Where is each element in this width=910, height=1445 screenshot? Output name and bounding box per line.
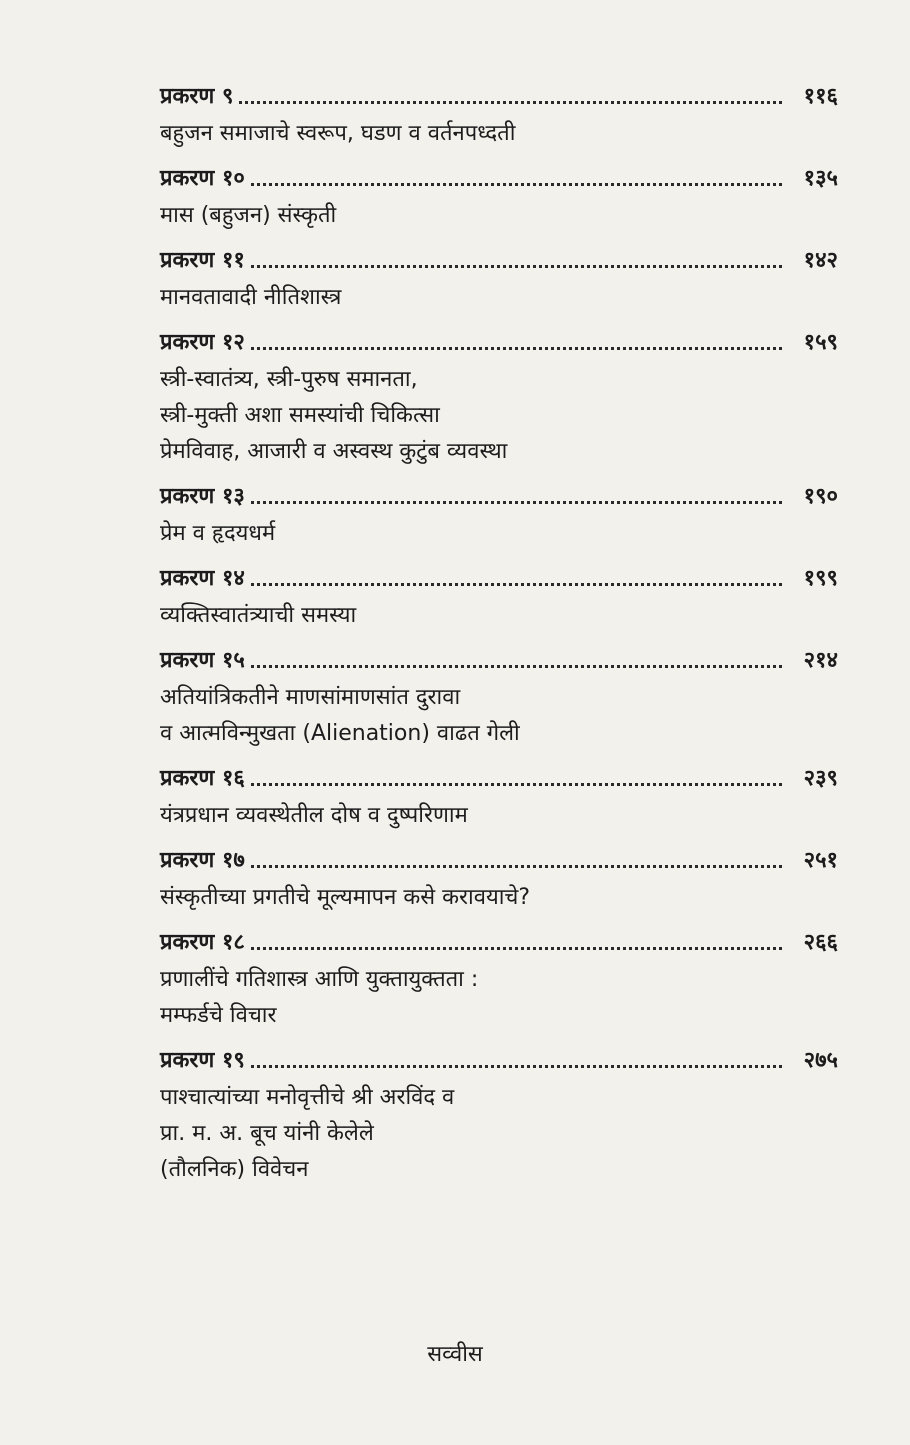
- chapter-title-line: प्रणालींचे गतिशास्त्र आणि युक्तायुक्तता :: [160, 967, 479, 992]
- chapter-page-number: २३९: [803, 766, 838, 791]
- page-number-footer: सव्वीस: [427, 1342, 483, 1367]
- dot-leader: [251, 183, 782, 186]
- chapter-title-line: प्रा. म. अ. बूच यांनी केलेले: [160, 1121, 374, 1146]
- chapter-label: प्रकरण १६: [160, 766, 245, 791]
- chapter-page-number: २५१: [803, 848, 838, 873]
- chapter-title-block: [160, 592, 838, 640]
- chapter-title-block: [160, 356, 838, 476]
- chapter-title-line: मानवतावादी नीतिशास्त्र: [160, 285, 342, 310]
- chapter-title-block: [160, 192, 838, 240]
- chapter-heading-row: [160, 322, 838, 356]
- dot-leader: [251, 783, 782, 786]
- chapter-heading-row: [160, 1040, 838, 1074]
- chapter-label: प्रकरण १७: [160, 848, 245, 873]
- chapter-label: प्रकरण ९: [160, 84, 234, 109]
- chapter-title-line: स्त्री-मुक्ती अशा समस्यांची चिकित्सा: [160, 403, 440, 428]
- toc-entry: [160, 476, 838, 558]
- chapter-label: प्रकरण १२: [160, 330, 245, 355]
- chapter-title-line: मम्फर्डचे विचार: [160, 1003, 277, 1028]
- dot-leader: [251, 665, 782, 668]
- toc-entry: [160, 1040, 838, 1194]
- toc-entry: [160, 840, 838, 922]
- dot-leader: [251, 1065, 782, 1068]
- toc-entry: [160, 640, 838, 758]
- chapter-title-line: व आत्मविन्मुखता (Alienation) वाढत गेली: [160, 721, 520, 746]
- chapter-page-number: १३५: [803, 166, 838, 191]
- dot-leader: [239, 101, 782, 104]
- toc-entry: [160, 558, 838, 640]
- chapter-title-line: मास (बहुजन) संस्कृती: [160, 203, 337, 228]
- chapter-heading-row: [160, 476, 838, 510]
- chapter-label: प्रकरण ११: [160, 248, 245, 273]
- chapter-page-number: २१४: [803, 648, 838, 673]
- chapter-page-number: १५९: [803, 330, 838, 355]
- chapter-title-block: [160, 792, 838, 840]
- chapter-label: प्रकरण १०: [160, 166, 245, 191]
- chapter-title-block: [160, 110, 838, 158]
- chapter-label: प्रकरण १९: [160, 1048, 245, 1073]
- chapter-title-line: प्रेमविवाह, आजारी व अस्वस्थ कुटुंब व्यवस्था: [160, 439, 508, 464]
- chapter-page-number: २६६: [803, 930, 838, 955]
- chapter-title-line: प्रेम व हृदयधर्म: [160, 521, 276, 546]
- chapter-heading-row: [160, 558, 838, 592]
- chapter-title-block: [160, 674, 838, 758]
- dot-leader: [251, 583, 782, 586]
- chapter-title-line: (तौलनिक) विवेचन: [160, 1157, 309, 1182]
- chapter-heading-row: [160, 240, 838, 274]
- chapter-heading-row: [160, 158, 838, 192]
- toc-entry: [160, 158, 838, 240]
- chapter-page-number: ११६: [803, 84, 838, 109]
- chapter-title-line: यंत्रप्रधान व्यवस्थेतील दोष व दुष्परिणाम: [160, 803, 468, 828]
- chapter-title-line: पाश्चात्यांच्या मनोवृत्तीचे श्री अरविंद व: [160, 1085, 455, 1110]
- chapter-page-number: २७५: [803, 1048, 838, 1073]
- dot-leader: [251, 947, 782, 950]
- toc-entry: [160, 922, 838, 1040]
- chapter-title-block: [160, 1074, 838, 1194]
- chapter-heading-row: [160, 640, 838, 674]
- toc-entry: [160, 240, 838, 322]
- chapter-title-line: अतियांत्रिकतीने माणसांमाणसांत दुरावा: [160, 685, 461, 710]
- chapter-label: प्रकरण १५: [160, 648, 245, 673]
- table-of-contents: [160, 76, 838, 1194]
- chapter-page-number: १४२: [803, 248, 838, 273]
- chapter-title-block: [160, 874, 838, 922]
- chapter-heading-row: [160, 840, 838, 874]
- chapter-label: प्रकरण १८: [160, 930, 245, 955]
- chapter-title-block: [160, 274, 838, 322]
- toc-entry: [160, 322, 838, 476]
- toc-entry: [160, 76, 838, 158]
- chapter-heading-row: [160, 76, 838, 110]
- chapter-title-block: [160, 956, 838, 1040]
- dot-leader: [251, 501, 782, 504]
- chapter-title-line: व्यक्तिस्वातंत्र्याची समस्या: [160, 603, 357, 628]
- chapter-title-line: स्त्री-स्वातंत्र्य, स्त्री-पुरुष समानता,: [160, 367, 418, 392]
- chapter-title-line: संस्कृतीच्या प्रगतीचे मूल्यमापन कसे करावयाचे?: [160, 885, 531, 910]
- chapter-label: प्रकरण १३: [160, 484, 245, 509]
- chapter-label: प्रकरण १४: [160, 566, 245, 591]
- dot-leader: [251, 347, 782, 350]
- toc-entry: [160, 758, 838, 840]
- chapter-heading-row: [160, 922, 838, 956]
- chapter-page-number: १९९: [803, 566, 838, 591]
- chapter-title-line: बहुजन समाजाचे स्वरूप, घडण व वर्तनपध्दती: [160, 121, 516, 146]
- dot-leader: [251, 865, 782, 868]
- chapter-title-block: [160, 510, 838, 558]
- chapter-page-number: १९०: [803, 484, 838, 509]
- dot-leader: [251, 265, 782, 268]
- chapter-heading-row: [160, 758, 838, 792]
